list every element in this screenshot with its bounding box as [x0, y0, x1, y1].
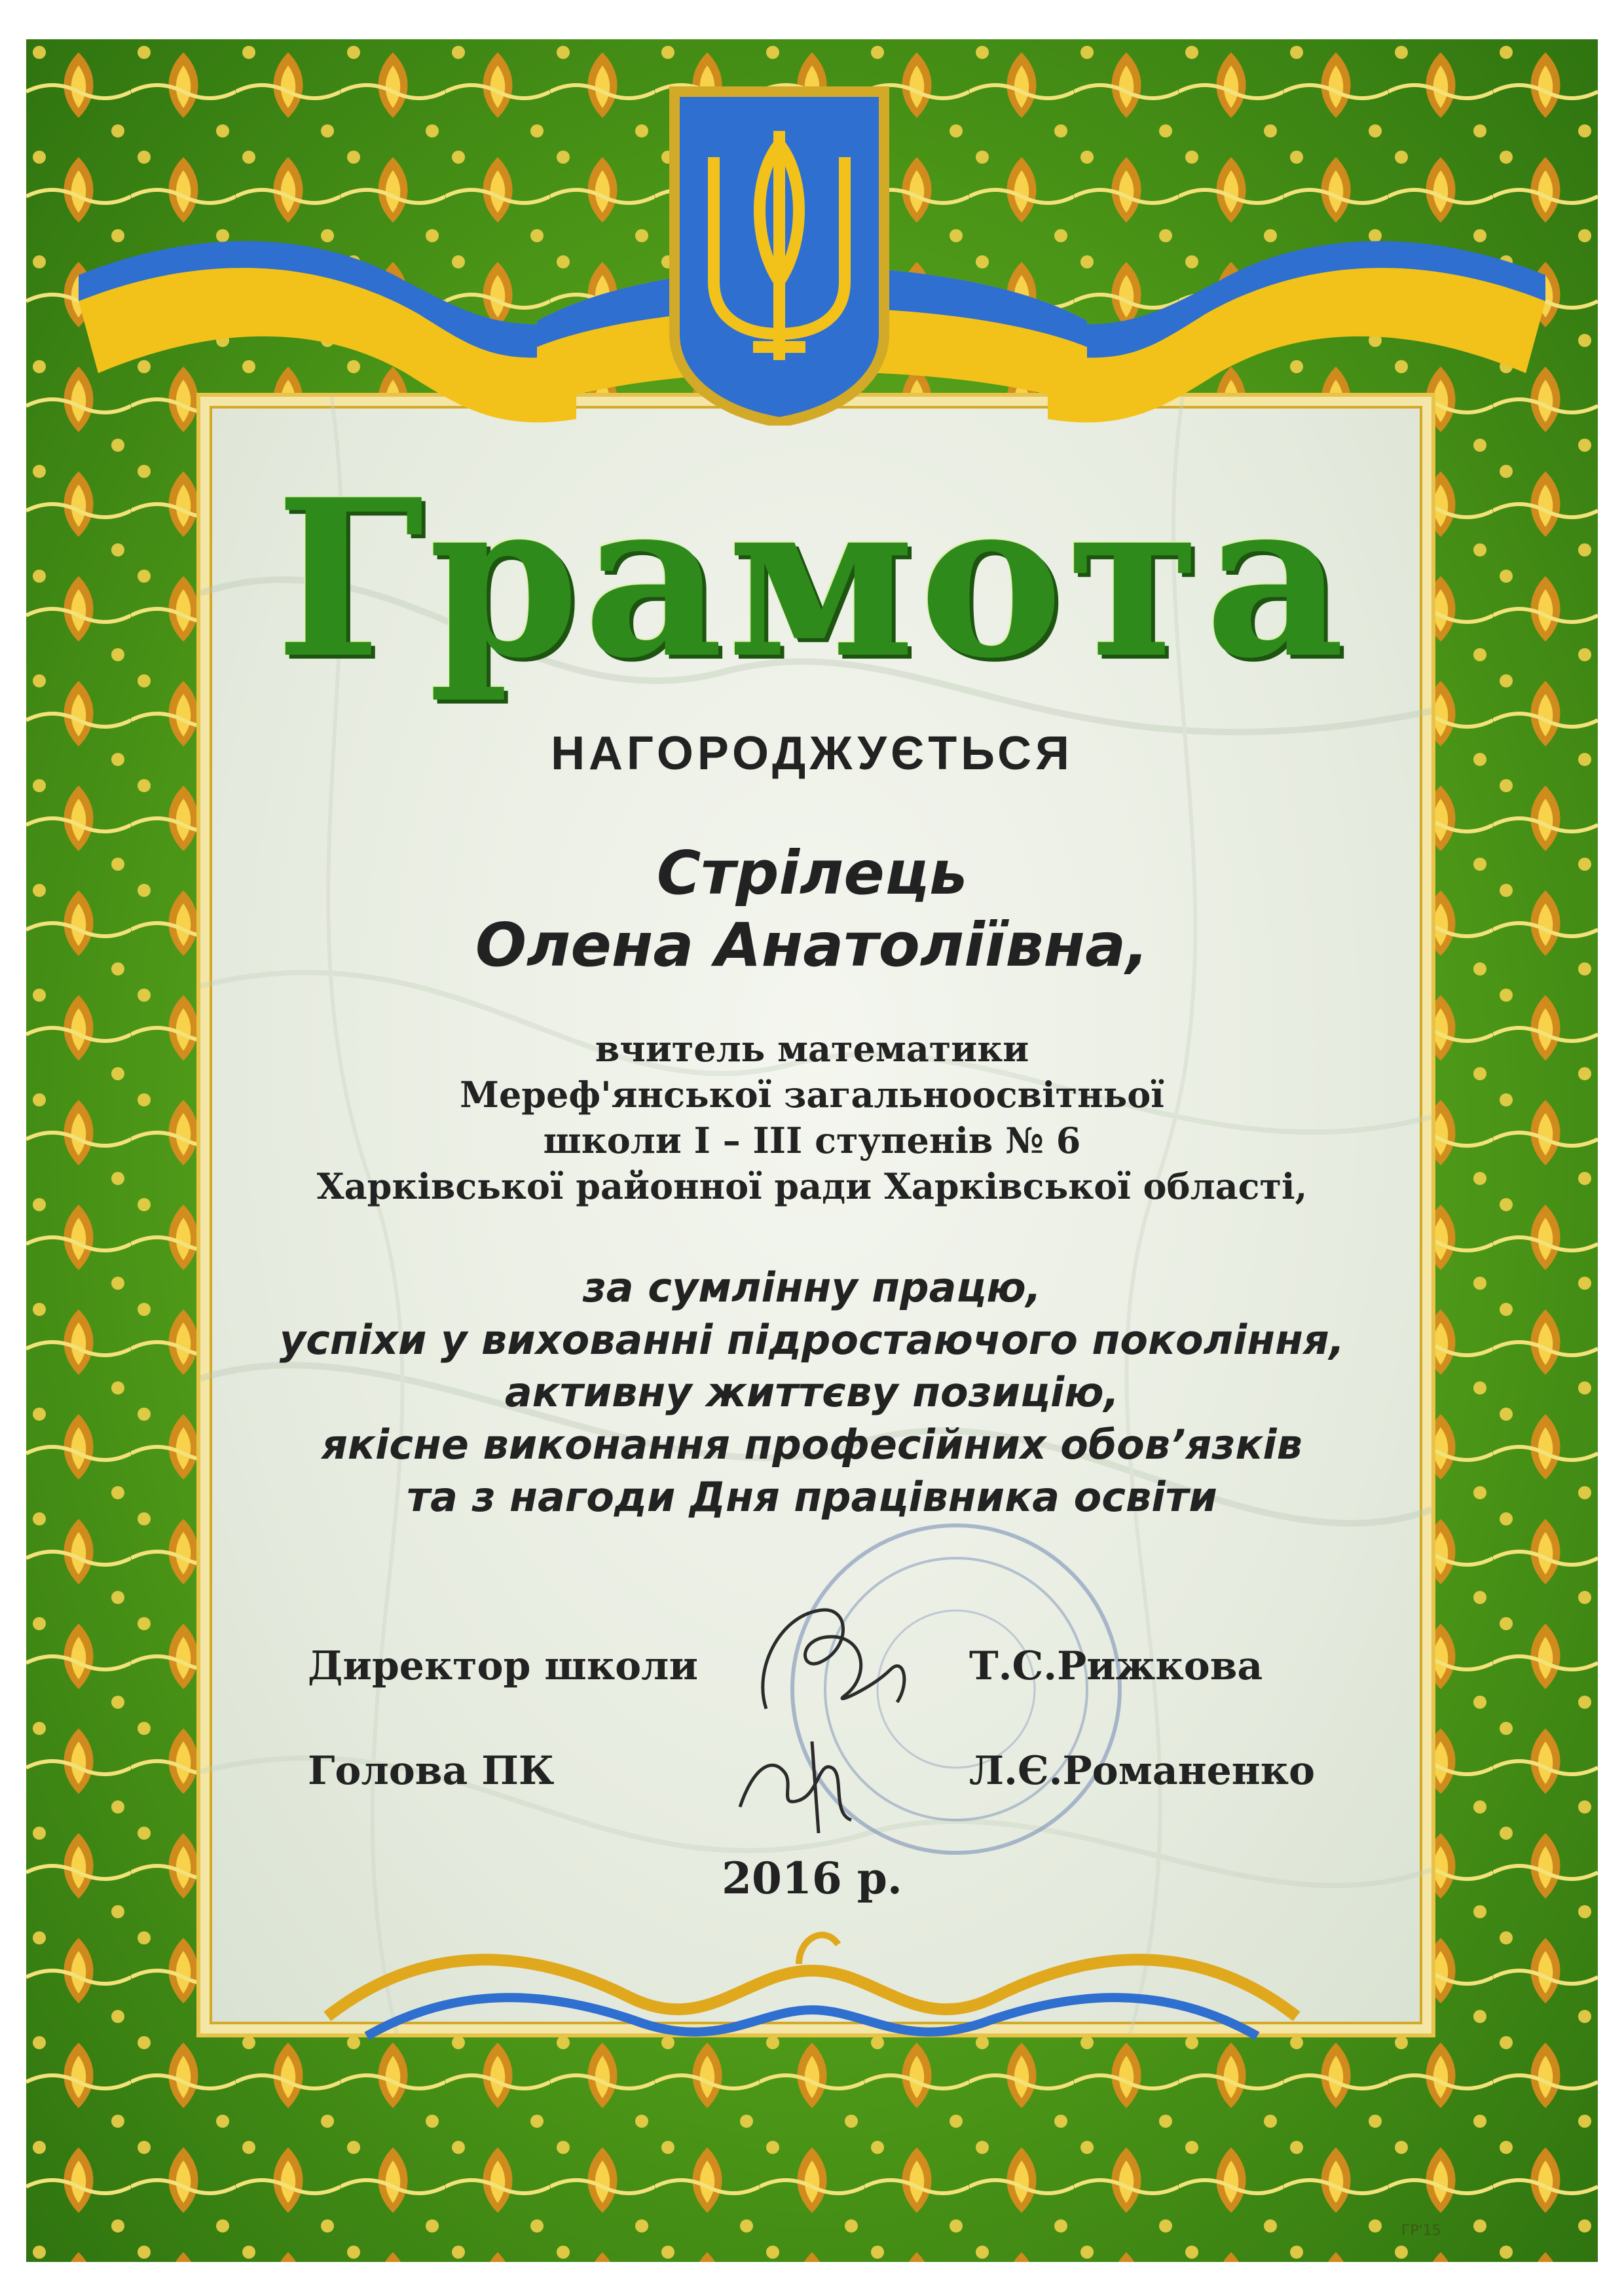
reason-line: успіхи у вихованні підростаючого покоління, [279, 1316, 1345, 1364]
reason-line: якісне виконання професійних обов’язків [322, 1421, 1302, 1468]
director-name: Т.С.Рижкова [969, 1643, 1263, 1689]
position-line: школи І – ІІІ ступенів № 6 [543, 1120, 1081, 1161]
ornament [288, 1918, 1336, 2075]
tryzub-icon [668, 85, 891, 426]
union-head-signature [720, 1728, 891, 1840]
printer-mark: ГР'15 [1401, 2223, 1441, 2239]
position-line: Харківської районної ради Харківської області, [316, 1165, 1308, 1207]
director-signature [740, 1591, 936, 1735]
union-head-role: Голова ПК [308, 1748, 555, 1794]
certificate-year: 2016 р. [722, 1853, 902, 1904]
awarded-heading: НАГОРОДЖУЄТЬСЯ [551, 727, 1073, 780]
union-head-name: Л.Є.Романенко [969, 1748, 1316, 1794]
reason-line: та з нагоди Дня працівника освіти [407, 1473, 1217, 1521]
director-role: Директор школи [308, 1643, 698, 1689]
reason-line: за сумлінну працю, [582, 1264, 1042, 1311]
reason-line: активну життєву позицію, [504, 1368, 1120, 1416]
recipient-surname: Стрілець [656, 838, 968, 908]
position-line: вчитель математики [595, 1028, 1029, 1070]
position-line: Мереф'янської загальноосвітньої [460, 1074, 1164, 1116]
recipient-given-names: Олена Анатоліївна, [475, 910, 1149, 980]
certificate-title: Грамота [275, 452, 1349, 706]
